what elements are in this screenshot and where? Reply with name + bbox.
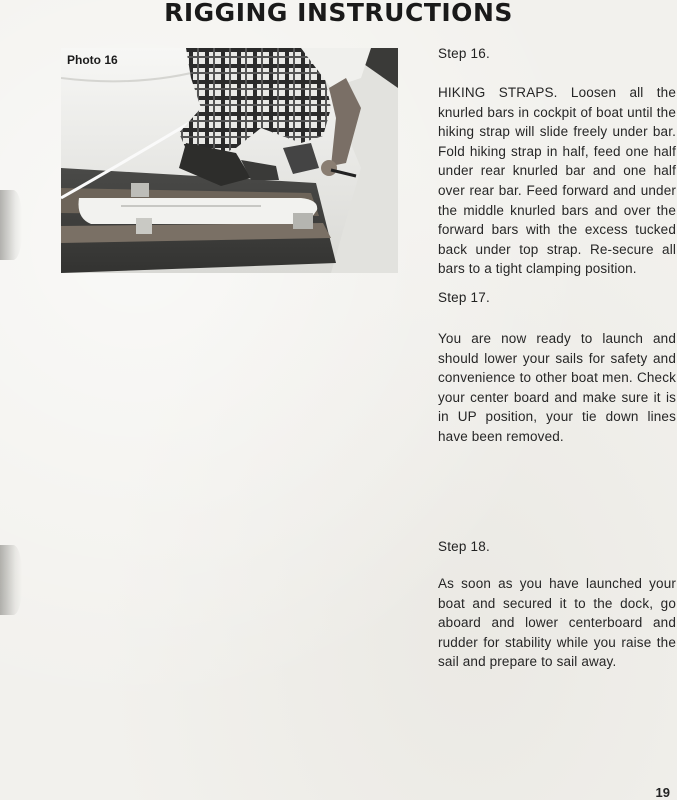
page-edge-stain <box>0 545 22 615</box>
step-16-body: HIKING STRAPS. Loosen all the knurled bars in cockpit of boat until the hiking strap will slide freely under bar. Fold hiking strap in half, feed one half under rear knurled bar and one half over rear bar. Feed forward and under the middle knurled bars and over the forward bars with the excess tucked back under top strap. Re-secure all bars to a tight clamping position. <box>438 85 676 277</box>
step-17-heading: Step 17. <box>438 290 490 305</box>
page-number: 19 <box>655 785 670 800</box>
step-16-heading: Step 16. <box>438 46 490 61</box>
step-18-heading: Step 18. <box>438 539 490 554</box>
step-17-body: You are now ready to launch and should lower your sails for safety and convenience to other boat men. Check your center board and make sure it is in UP position, your tie down lines have been removed. <box>438 331 676 444</box>
page-edge-stain <box>0 190 22 260</box>
photo-label: Photo 16 <box>67 53 118 67</box>
page-title: RIGGING INSTRUCTIONS <box>164 0 513 27</box>
photo-16 <box>61 48 398 273</box>
boat-cockpit-photo <box>61 48 398 273</box>
step-18-body: As soon as you have launched your boat and secured it to the dock, go aboard and lower centerboard and rudder for stability while you raise the sail and prepare to sail away. <box>438 576 676 670</box>
